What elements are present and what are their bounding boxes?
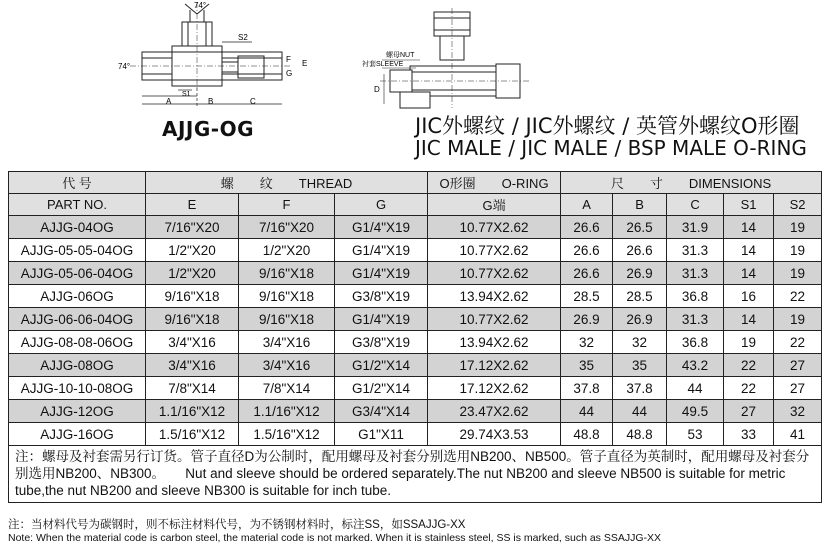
header-col-s1: S1 <box>724 194 774 216</box>
table-cell: 13.94X2.62 <box>428 285 561 308</box>
table-cell: 19 <box>774 308 822 331</box>
header-col-a: A <box>561 194 613 216</box>
table-cell: 10.77X2.62 <box>428 308 561 331</box>
table-cell: G1/4"X19 <box>335 216 428 239</box>
table-cell: 9/16"X18 <box>239 262 335 285</box>
table-cell: 13.94X2.62 <box>428 331 561 354</box>
s1-label: S1 <box>182 91 191 98</box>
table-cell: AJJG-08-08-06OG <box>9 331 146 354</box>
table-cell: 3/4"X16 <box>146 331 239 354</box>
table-cell: G1/2"X14 <box>335 354 428 377</box>
header-part-cn: 代 号 <box>9 172 146 194</box>
table-cell: 32 <box>613 331 667 354</box>
table-cell: 26.6 <box>561 262 613 285</box>
table-cell: AJJG-10-10-08OG <box>9 377 146 400</box>
spec-table <box>8 171 822 503</box>
table-cell: 14 <box>724 216 774 239</box>
table-cell: 1.1/16"X12 <box>239 400 335 423</box>
header-col-f: F <box>239 194 335 216</box>
table-cell: 26.9 <box>613 262 667 285</box>
table-row <box>9 400 822 423</box>
table-cell: 35 <box>561 354 613 377</box>
table-cell: 3/4"X16 <box>146 354 239 377</box>
table-cell: AJJG-05-05-04OG <box>9 239 146 262</box>
table-cell: 3/4"X16 <box>239 354 335 377</box>
table-cell: AJJG-04OG <box>9 216 146 239</box>
table-cell: 17.12X2.62 <box>428 377 561 400</box>
header-part-en: PART NO. <box>9 194 146 216</box>
table-cell: AJJG-06-06-04OG <box>9 308 146 331</box>
table-row <box>9 262 822 285</box>
material-note-en: Note: When the material code is carbon steel, the material code is not marked. When it is stainless steel, SS is marked, such as SSAJJG-XX <box>8 532 662 544</box>
table-row <box>9 216 822 239</box>
table-cell: 26.6 <box>613 239 667 262</box>
table-cell: 27 <box>774 354 822 377</box>
table-cell: 43.2 <box>667 354 724 377</box>
table-cell: 32 <box>774 400 822 423</box>
table-cell: 41 <box>774 423 822 446</box>
table-cell: 49.5 <box>667 400 724 423</box>
sleeve-label: 衬套SLEEVE <box>362 61 404 68</box>
table-cell: 1.5/16"X12 <box>239 423 335 446</box>
table-cell: 17.12X2.62 <box>428 354 561 377</box>
assembly-drawing <box>360 8 530 116</box>
table-cell: AJJG-06OG <box>9 285 146 308</box>
table-cell: 1/2"X20 <box>146 239 239 262</box>
table-cell: 1.1/16"X12 <box>146 400 239 423</box>
table-cell: 31.9 <box>667 216 724 239</box>
e-label: E <box>302 59 308 68</box>
table-cell: 7/16"X20 <box>239 216 335 239</box>
table-cell: 7/8"X14 <box>239 377 335 400</box>
header-thread: 螺 纹 THREAD <box>146 172 428 194</box>
nut-label: 螺母NUT <box>386 52 415 59</box>
material-note-cn: 注：当材料代号为碳钢时，则不标注材料代号，为不锈钢材料时，标注SS，如SSAJJG-XX <box>8 519 466 531</box>
table-cell: 29.74X3.53 <box>428 423 561 446</box>
table-cell: 44 <box>667 377 724 400</box>
table-cell: 9/16"X18 <box>146 308 239 331</box>
table-cell: 44 <box>561 400 613 423</box>
table-cell: G3/8"X19 <box>335 285 428 308</box>
table-cell: G1/2"X14 <box>335 377 428 400</box>
table-cell: 10.77X2.62 <box>428 262 561 285</box>
table-cell: 1.5/16"X12 <box>146 423 239 446</box>
table-cell: 14 <box>724 239 774 262</box>
title-english: JIC MALE / JIC MALE / BSP MALE O-RING <box>415 136 807 160</box>
table-cell: 28.5 <box>613 285 667 308</box>
table-cell: 26.9 <box>561 308 613 331</box>
table-cell: 31.3 <box>667 262 724 285</box>
table-row <box>9 285 822 308</box>
table-cell: 1/2"X20 <box>239 239 335 262</box>
table-cell: AJJG-08OG <box>9 354 146 377</box>
table-cell: 48.8 <box>613 423 667 446</box>
table-cell: AJJG-05-06-04OG <box>9 262 146 285</box>
table-cell: 9/16"X18 <box>239 308 335 331</box>
table-row <box>9 377 822 400</box>
table-cell: G3/4"X14 <box>335 400 428 423</box>
table-cell: 28.5 <box>561 285 613 308</box>
table-cell: 31.3 <box>667 239 724 262</box>
s2-label: S2 <box>238 33 248 42</box>
table-cell: 9/16"X18 <box>239 285 335 308</box>
table-row <box>9 423 822 446</box>
table-cell: 14 <box>724 308 774 331</box>
g-label: G <box>286 69 293 78</box>
table-cell: G1"X11 <box>335 423 428 446</box>
title-chinese: JIC外螺纹 / JIC外螺纹 / 英管外螺纹O形圈 <box>415 114 800 138</box>
table-cell: 44 <box>613 400 667 423</box>
header-col-b: B <box>613 194 667 216</box>
table-cell: 22 <box>724 354 774 377</box>
table-cell: 7/8"X14 <box>146 377 239 400</box>
table-cell: 26.9 <box>613 308 667 331</box>
header-col-c: C <box>667 194 724 216</box>
header-col-e: E <box>146 194 239 216</box>
table-cell: 37.8 <box>613 377 667 400</box>
table-cell: 14 <box>724 262 774 285</box>
table-cell: 31.3 <box>667 308 724 331</box>
table-cell: 22 <box>774 331 822 354</box>
c-label: C <box>250 97 256 106</box>
f-label: F <box>286 55 291 64</box>
table-cell: 27 <box>774 377 822 400</box>
table-cell: 9/16"X18 <box>146 285 239 308</box>
table-cell: G3/8"X19 <box>335 331 428 354</box>
table-cell: G1/4"X19 <box>335 239 428 262</box>
table-cell: 19 <box>774 216 822 239</box>
order-note: 注：螺母及衬套需另行订货。管子直径D为公制时，配用螺母及衬套分别选用NB200、NB500。管子直径为英制时，配用螺母及衬套分别选用NB200、NB300。 Nut and sleeve should be ordered separately.The nut NB200 and sleeve NB500 is suitable for metric tube,the nut NB200 and sleeve NB300 is suitable for inch tube. <box>9 446 822 503</box>
table-cell: 19 <box>774 239 822 262</box>
angle-left-label: 74° <box>118 62 131 71</box>
table-cell: 32 <box>561 331 613 354</box>
table-cell: 26.6 <box>561 239 613 262</box>
header-oring: O形圈 O-RING <box>428 172 561 194</box>
table-cell: 10.77X2.62 <box>428 239 561 262</box>
table-cell: 19 <box>774 262 822 285</box>
table-cell: 3/4"X16 <box>239 331 335 354</box>
header-dimensions: 尺 寸 DIMENSIONS <box>561 172 822 194</box>
table-cell: 1/2"X20 <box>146 262 239 285</box>
table-cell: 7/16"X20 <box>146 216 239 239</box>
table-cell: G1/4"X19 <box>335 308 428 331</box>
table-cell: 37.8 <box>561 377 613 400</box>
table-cell: 26.5 <box>613 216 667 239</box>
table-cell: 48.8 <box>561 423 613 446</box>
table-cell: 33 <box>724 423 774 446</box>
table-cell: 19 <box>724 331 774 354</box>
table-body <box>9 216 822 446</box>
table-cell: AJJG-12OG <box>9 400 146 423</box>
table-cell: G1/4"X19 <box>335 262 428 285</box>
table-cell: 36.8 <box>667 285 724 308</box>
table-row <box>9 331 822 354</box>
table-cell: 23.47X2.62 <box>428 400 561 423</box>
table-cell: 10.77X2.62 <box>428 216 561 239</box>
table-cell: 16 <box>724 285 774 308</box>
table-row <box>9 239 822 262</box>
a-label: A <box>166 97 172 106</box>
table-cell: 26.6 <box>561 216 613 239</box>
angle-top-label: 74° <box>194 1 207 10</box>
table-cell: 27 <box>724 400 774 423</box>
table-cell: AJJG-16OG <box>9 423 146 446</box>
table-cell: 36.8 <box>667 331 724 354</box>
product-code: AJJG-OG <box>162 117 254 141</box>
header-col-g-end: G端 <box>428 194 561 216</box>
table-row <box>9 354 822 377</box>
b-label: B <box>208 97 214 106</box>
header-col-g: G <box>335 194 428 216</box>
header-col-s2: S2 <box>774 194 822 216</box>
table-row <box>9 308 822 331</box>
table-cell: 22 <box>774 285 822 308</box>
table-cell: 22 <box>724 377 774 400</box>
tee-fitting-drawing <box>110 0 310 112</box>
table-cell: 35 <box>613 354 667 377</box>
d-label: D <box>374 85 380 94</box>
table-cell: 53 <box>667 423 724 446</box>
